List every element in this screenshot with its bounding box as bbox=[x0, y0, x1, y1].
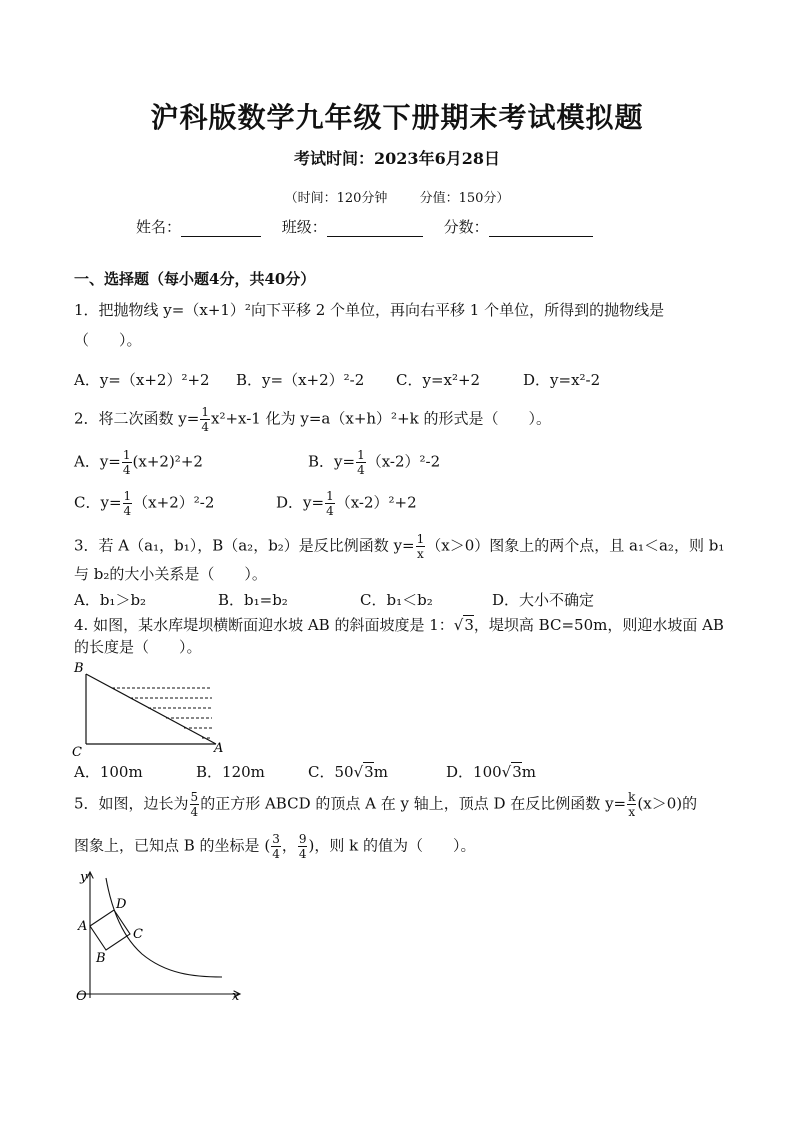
exam-date: 考试时间：2023年6月28日 bbox=[294, 149, 500, 168]
q5-line2-post: )，则 k 的值为（ ）。 bbox=[308, 836, 476, 855]
q5-k-num: k bbox=[628, 790, 636, 804]
q4-option-a[interactable]: A．100m bbox=[74, 763, 143, 781]
q5-stem-cont bbox=[74, 832, 475, 861]
q2-d-den: 4 bbox=[326, 504, 334, 518]
q2-c-frac bbox=[123, 489, 133, 518]
q2-stem bbox=[74, 405, 551, 434]
q4-d-sqrt: √3 bbox=[501, 763, 522, 781]
label-c: C bbox=[133, 927, 143, 942]
name-blank[interactable] bbox=[181, 220, 261, 237]
q1-option-a[interactable]: A．y=（x+2）²+2 bbox=[74, 371, 210, 389]
q5-by-num: 9 bbox=[298, 832, 307, 846]
q2-c-den: 4 bbox=[123, 504, 132, 518]
q4-stem bbox=[74, 615, 724, 635]
q3-fraction bbox=[416, 532, 426, 561]
q5-bx-den: 4 bbox=[272, 847, 280, 861]
dam-slope-ab bbox=[86, 674, 216, 744]
hyperbola-curve bbox=[106, 878, 222, 977]
q4-c-post: m bbox=[373, 763, 388, 781]
q4-c-pre: C．50 bbox=[308, 763, 354, 781]
q3-stem-post: （x＞0）图象上的两个点，且 a₁＜a₂，则 b₁ bbox=[426, 536, 725, 555]
q2-b-num: 1 bbox=[357, 448, 365, 462]
label-y: y bbox=[80, 870, 88, 885]
q4-d-rad: 3 bbox=[512, 763, 522, 781]
label-a: A bbox=[214, 741, 224, 756]
label-o: O bbox=[76, 989, 87, 1004]
dam-cross-section-figure bbox=[66, 660, 230, 758]
q2-a-post: (x+2)²+2 bbox=[132, 452, 203, 471]
q4-c-rad: 3 bbox=[364, 763, 374, 781]
q4-stem-cont: 的长度是（ ）。 bbox=[74, 638, 202, 656]
q4-c-sqrt: √3 bbox=[353, 763, 374, 781]
q2-d-frac bbox=[325, 489, 335, 518]
name-label: 姓名： bbox=[136, 218, 182, 236]
q2-a-num: 1 bbox=[122, 448, 131, 462]
q2-stem-pre: 2．将二次函数 y= bbox=[74, 409, 200, 428]
q2-option-b[interactable] bbox=[308, 448, 440, 477]
q2-option-a[interactable] bbox=[74, 448, 203, 477]
label-c: C bbox=[72, 745, 82, 758]
q2-option-d[interactable] bbox=[276, 489, 417, 518]
q4-sqrt: √3 bbox=[453, 616, 474, 634]
q2-d-num: 1 bbox=[326, 489, 334, 503]
q5-by-den: 4 bbox=[298, 847, 307, 861]
q4-option-b[interactable]: B．120m bbox=[196, 763, 265, 781]
section-heading: 一、选择题（每小题4分，共40分） bbox=[74, 270, 316, 288]
q2-a-den: 4 bbox=[122, 463, 131, 477]
score-label: 分数： bbox=[443, 218, 489, 236]
q5-stem-post: (x＞0)的 bbox=[637, 794, 698, 813]
q3-option-c[interactable]: C．b₁＜b₂ bbox=[360, 591, 433, 609]
q1-option-c[interactable]: C．y=x²+2 bbox=[396, 371, 481, 389]
q5-stem-pre: 5．如图，边长为 bbox=[74, 794, 189, 813]
q2-b-frac bbox=[356, 448, 366, 477]
q5-k-frac bbox=[627, 790, 636, 819]
q2-b-post: （x-2）²-2 bbox=[366, 452, 441, 471]
q4-sqrt-rad: 3 bbox=[464, 616, 474, 634]
q3-frac-den: x bbox=[417, 547, 424, 561]
exam-meta bbox=[0, 187, 794, 206]
q5-stem-mid: 的正方形 ABCD 的顶点 A 在 y 轴上，顶点 D 在反比例函数 y= bbox=[200, 794, 627, 813]
q2-d-pre: D．y= bbox=[276, 493, 325, 512]
q2-c-num: 1 bbox=[123, 489, 132, 503]
q5-side-num: 5 bbox=[190, 790, 199, 804]
q3-stem-pre: 3．若 A（a₁，b₁），B（a₂，b₂）是反比例函数 y= bbox=[74, 536, 415, 555]
q2-c-post: （x+2）²-2 bbox=[133, 493, 215, 512]
q5-by-frac bbox=[298, 832, 308, 861]
q2-fraction bbox=[200, 405, 210, 434]
exam-title: 沪科版数学九年级下册期末考试模拟题 bbox=[150, 101, 644, 134]
q1-stem: 1．把抛物线 y=（x+1）²向下平移 2 个单位，再向右平移 1 个单位，所得到的抛物线是 bbox=[74, 301, 665, 319]
q4-stem-post: ，堤坝高 BC=50m，则迎水坡面 AB bbox=[473, 616, 724, 634]
class-blank[interactable] bbox=[327, 220, 423, 237]
student-info-row bbox=[136, 216, 609, 237]
q3-frac-num: 1 bbox=[416, 532, 425, 546]
q5-line2-pre: 图象上，已知点 B 的坐标是 ( bbox=[74, 836, 271, 855]
score-blank[interactable] bbox=[489, 220, 593, 237]
q3-stem bbox=[74, 532, 724, 561]
q4-option-c[interactable] bbox=[308, 762, 388, 782]
q3-option-d[interactable]: D．大小不确定 bbox=[492, 591, 595, 609]
class-label: 班级： bbox=[281, 218, 327, 236]
q2-frac-num: 1 bbox=[201, 405, 209, 419]
q5-stem bbox=[74, 790, 697, 819]
q2-b-pre: B．y= bbox=[308, 452, 356, 471]
q2-d-post: （x-2）²+2 bbox=[335, 493, 417, 512]
q4-stem-pre: 4. 如图，某水库堤坝横断面迎水坡 AB 的斜面坡度是 1： bbox=[74, 616, 454, 634]
label-x: x bbox=[232, 989, 240, 1004]
q5-side-den: 4 bbox=[190, 805, 199, 819]
label-b: B bbox=[74, 661, 84, 676]
label-b: B bbox=[96, 951, 106, 966]
q5-bx-num: 3 bbox=[272, 832, 280, 846]
label-a: A bbox=[78, 919, 88, 934]
q3-stem-cont: 与 b₂的大小关系是（ ）。 bbox=[74, 565, 267, 583]
q5-side-frac bbox=[190, 790, 200, 819]
score-total: 分值：150分） bbox=[419, 191, 510, 206]
q5-bx-frac bbox=[271, 832, 281, 861]
q1-stem-cont: （ ）。 bbox=[74, 331, 142, 349]
q4-d-post: m bbox=[521, 763, 537, 781]
q2-frac-den: 4 bbox=[201, 420, 209, 434]
q2-c-pre: C．y= bbox=[74, 493, 122, 512]
square-abcd bbox=[90, 910, 130, 950]
q3-option-a[interactable]: A．b₁＞b₂ bbox=[74, 591, 147, 609]
q2-stem-post: x²+x-1 化为 y=a（x+h）²+k 的形式是（ ）。 bbox=[211, 409, 551, 428]
q4-option-d[interactable] bbox=[446, 762, 536, 782]
q5-comma: ， bbox=[281, 836, 297, 855]
q2-a-pre: A．y= bbox=[74, 452, 121, 471]
q2-a-frac bbox=[122, 448, 132, 477]
q1-option-d[interactable]: D．y=x²-2 bbox=[523, 371, 601, 389]
inverse-function-figure bbox=[70, 866, 250, 1006]
q5-k-den: x bbox=[628, 805, 636, 819]
label-d: D bbox=[116, 897, 127, 912]
time-limit: （时间：120分钟 bbox=[284, 191, 388, 206]
q2-option-c[interactable] bbox=[74, 489, 214, 518]
q1-option-b[interactable]: B．y=（x+2）²-2 bbox=[236, 371, 365, 389]
q3-option-b[interactable]: B．b₁=b₂ bbox=[218, 591, 288, 609]
q4-d-pre: D．100 bbox=[446, 763, 502, 781]
q2-b-den: 4 bbox=[357, 463, 365, 477]
